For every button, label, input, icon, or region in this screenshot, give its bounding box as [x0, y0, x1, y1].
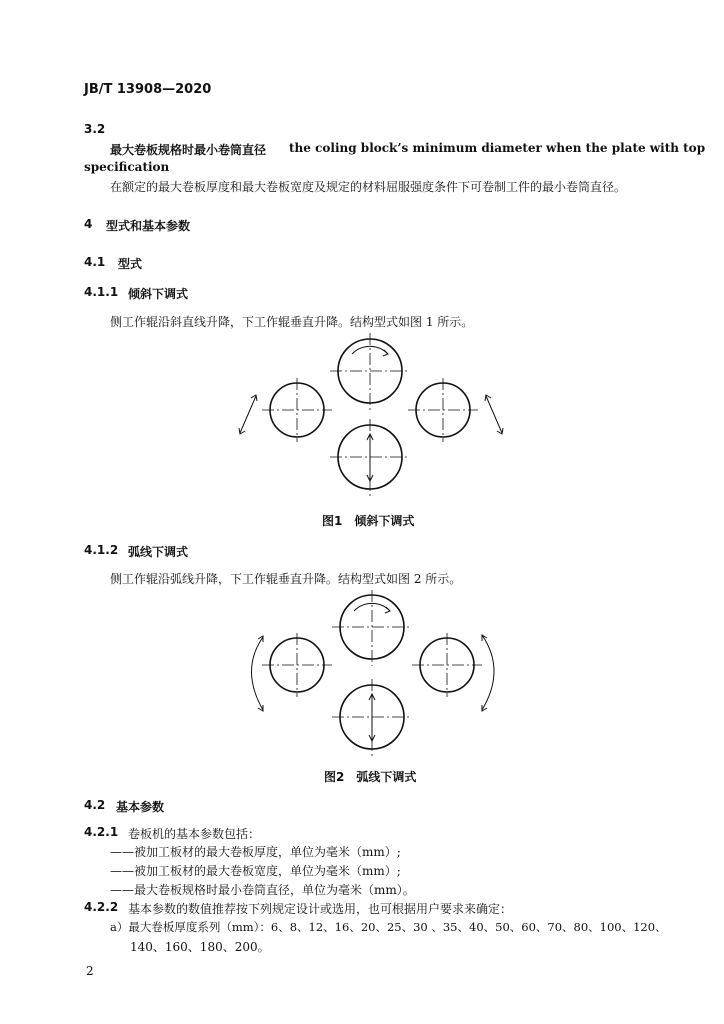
section-4-2-1-number: 4.2.1 — [84, 825, 119, 839]
top-roll — [330, 333, 410, 410]
section-4-1-title: 型式 — [118, 257, 143, 271]
page-number: 2 — [86, 964, 94, 978]
list-item: ——被加工板材的最大卷板厚度，单位为毫米（mm）; — [110, 845, 401, 859]
section-4-2-1-text: 卷板机的基本参数包括： — [128, 827, 261, 841]
bottom-roll — [332, 679, 412, 756]
section-4-2-2-number: 4.2.2 — [84, 900, 119, 914]
right-side-roll — [408, 378, 478, 442]
left-incline-arrow — [239, 395, 257, 434]
section-4-1-1-number: 4.1.1 — [84, 285, 119, 299]
figure-2-caption: 图2 弧线下调式 — [324, 770, 417, 784]
list-item: ——被加工板材的最大卷板宽度，单位为毫米（mm）; — [110, 864, 401, 878]
term-english-line1: the coling block’s minimum diameter when the plate with top — [289, 141, 706, 155]
term-chinese: 最大卷板规格时最小卷筒直径 — [110, 143, 267, 157]
section-4-1-1-text: 侧工作辊沿斜直线升降，下工作辊垂直升降。结构型式如图 1 所示。 — [110, 315, 474, 329]
section-4-2-number: 4.2 — [84, 798, 106, 812]
right-arc-arrow — [482, 635, 494, 711]
right-side-roll — [412, 633, 482, 697]
right-incline-arrow — [485, 395, 503, 434]
term-definition: 在额定的最大卷板厚度和最大卷板宽度及规定的材料屈服强度条件下可卷制工件的最小卷筒直径。 — [110, 180, 627, 194]
section-4-1-1-title: 倾斜下调式 — [128, 287, 189, 301]
list-item: ——最大卷板规格时最小卷筒直径，单位为毫米（mm）。 — [110, 883, 415, 897]
section-4-1-number: 4.1 — [84, 255, 106, 269]
top-roll — [332, 590, 412, 666]
section-4-1-2-text: 侧工作辊沿弧线升降，下工作辊垂直升降。结构型式如图 2 所示。 — [110, 572, 462, 586]
section-4-2-title: 基本参数 — [116, 800, 165, 814]
list-item-a-line2: 140、160、180、200。 — [130, 940, 270, 954]
figure-1-caption: 图1 倾斜下调式 — [322, 514, 415, 528]
list-item-a-line1: a）最大卷板厚度系列（mm）：6、8、12、16、20、25、30 、35、40、50、60、70、80、100、120、 — [110, 920, 667, 934]
left-arc-arrow — [252, 636, 264, 711]
bottom-roll — [330, 419, 410, 496]
left-side-roll — [262, 378, 332, 442]
figure-1-diagram — [0, 330, 724, 500]
document-header: JB/T 13908—2020 — [84, 82, 212, 97]
figure-2-diagram — [0, 590, 724, 760]
section-4-number: 4 — [84, 217, 93, 231]
section-4-2-2-text: 基本参数的数值推荐按下列规定设计或选用，也可根据用户要求来确定： — [128, 902, 513, 916]
section-3-2-number: 3.2 — [84, 122, 106, 136]
section-4-1-2-title: 弧线下调式 — [128, 545, 189, 559]
section-4-title: 型式和基本参数 — [106, 219, 191, 233]
term-english-line2: specification — [84, 160, 170, 174]
section-4-1-2-number: 4.1.2 — [84, 543, 119, 557]
left-side-roll — [262, 633, 332, 697]
